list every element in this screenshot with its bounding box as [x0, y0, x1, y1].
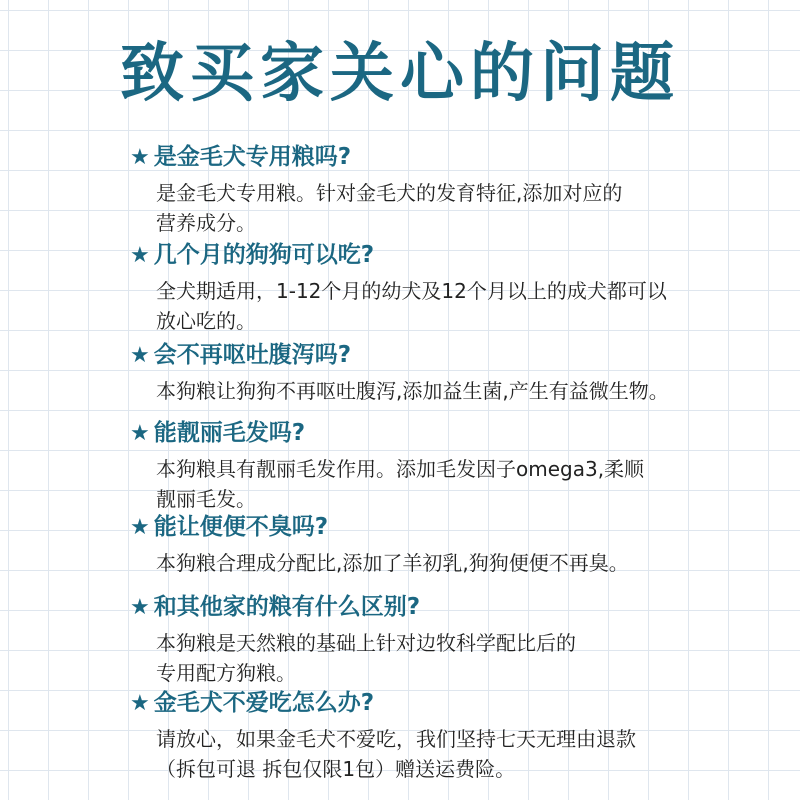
- faq-answer-line: 全犬期适用，1-12个月的幼犬及12个月以上的成犬都可以: [156, 279, 667, 303]
- faq-question: [130, 686, 374, 721]
- star-icon: ★: [130, 243, 150, 268]
- faq-answer-line: 是金毛犬专用粮。针对金毛犬的发育特征,添加对应的: [156, 181, 623, 205]
- star-icon: ★: [130, 421, 150, 446]
- faq-answer-line: 本狗粮是天然粮的基础上针对边牧科学配比后的: [156, 631, 576, 655]
- faq-answer: [156, 178, 716, 238]
- faq-question: [130, 510, 328, 545]
- star-icon: ★: [130, 515, 150, 540]
- faq-question: [130, 416, 305, 451]
- faq-answer: [156, 724, 716, 784]
- faq-answer-line: 请放心，如果金毛犬不爱吃，我们坚持七天无理由退款: [156, 727, 636, 751]
- faq-answer: [156, 548, 716, 578]
- faq-answer-line: 专用配方狗粮。: [156, 661, 296, 685]
- faq-answer: [156, 376, 716, 406]
- faq-answer: [156, 628, 716, 688]
- faq-question-text: 会不再呕吐腹泻吗?: [153, 342, 352, 368]
- star-icon: ★: [130, 595, 150, 620]
- star-icon: ★: [130, 691, 150, 716]
- star-icon: ★: [130, 343, 150, 368]
- faq-question-text: 能靓丽毛发吗?: [153, 420, 306, 446]
- page-title: 致买家关心的问题: [120, 37, 680, 111]
- faq-answer-line: 本狗粮合理成分配比,添加了羊初乳,狗狗便便不再臭。: [156, 551, 629, 575]
- star-icon: ★: [130, 145, 150, 170]
- faq-answer-line: 本狗粮让狗狗不再呕吐腹泻,添加益生菌,产生有益微生物。: [156, 379, 669, 403]
- faq-question-text: 能让便便不臭吗?: [153, 514, 329, 540]
- faq-answer-line: 本狗粮具有靓丽毛发作用。添加毛发因子omega3,柔顺: [156, 457, 645, 481]
- faq-question: [130, 338, 351, 373]
- faq-answer: [156, 276, 716, 336]
- faq-question-text: 几个月的狗狗可以吃?: [153, 242, 375, 268]
- faq-question: [130, 140, 351, 175]
- faq-answer-line: 靓丽毛发。: [156, 487, 256, 511]
- faq-question-text: 是金毛犬专用粮吗?: [153, 144, 352, 170]
- faq-answer-line: 放心吃的。: [156, 309, 256, 333]
- faq-question-text: 金毛犬不爱吃怎么办?: [153, 690, 375, 716]
- faq-answer-line: 营养成分。: [156, 211, 256, 235]
- faq-question-text: 和其他家的粮有什么区别?: [153, 594, 421, 620]
- faq-answer-line: （拆包可退 拆包仅限1包）赠送运费险。: [156, 757, 516, 781]
- faq-answer: [156, 454, 716, 514]
- faq-question: [130, 590, 420, 625]
- faq-question: [130, 238, 374, 273]
